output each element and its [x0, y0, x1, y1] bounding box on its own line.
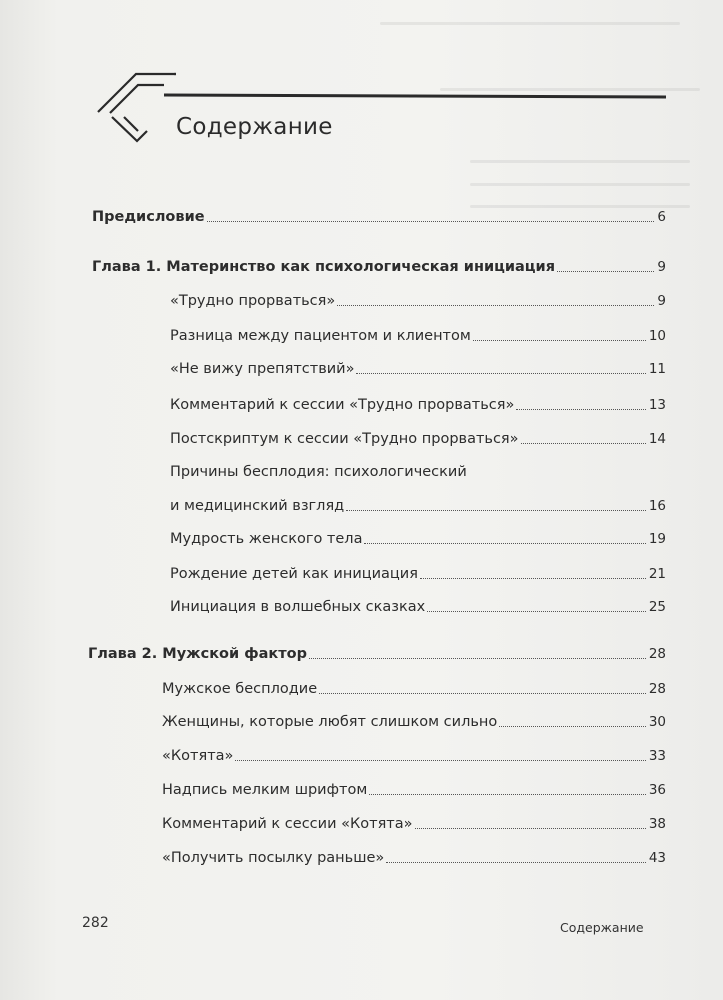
toc-entry[interactable]	[170, 292, 666, 310]
page-title: Содержание	[176, 114, 333, 140]
toc-page-number: 28	[648, 646, 666, 662]
toc-entry-label-line-2: и медицинский взгляд	[170, 498, 345, 514]
dot-leader	[207, 221, 655, 222]
page-number: 282	[82, 915, 109, 931]
toc-page-number: 43	[648, 850, 666, 866]
dot-leader	[499, 726, 646, 727]
toc-entry[interactable]	[162, 680, 666, 698]
toc-page-number: 6	[657, 209, 666, 225]
toc-entry-label: Инициация в волшебных сказках	[170, 599, 426, 615]
dot-leader	[369, 794, 646, 795]
toc-entry-label: Комментарий к сессии «Котята»	[162, 816, 413, 832]
running-title: Содержание	[560, 920, 644, 935]
toc-page-number: 11	[648, 361, 666, 377]
toc-page-number: 21	[648, 566, 666, 582]
toc-page-number: 38	[648, 816, 666, 832]
toc-entry[interactable]	[170, 430, 666, 448]
dot-leader	[420, 578, 646, 579]
dot-leader	[319, 693, 646, 694]
dot-leader	[521, 443, 646, 444]
dot-leader	[337, 305, 654, 306]
toc-entry-label: «Трудно прорваться»	[170, 293, 336, 309]
toc-page-number: 13	[648, 397, 666, 413]
toc-entry-label: Надпись мелким шрифтом	[162, 782, 368, 798]
dot-leader	[557, 271, 654, 272]
toc-entry-label: Мужское бесплодие	[162, 681, 318, 697]
toc-entry[interactable]	[170, 530, 666, 548]
toc-entry[interactable]	[162, 713, 666, 731]
toc-page-number: 9	[657, 259, 666, 275]
toc-entry[interactable]	[162, 747, 666, 765]
toc-page-number: 16	[648, 498, 666, 514]
toc-entry[interactable]	[170, 497, 666, 515]
toc-entry-label-line-1: Причины бесплодия: психологический	[170, 464, 467, 480]
toc-entry-label: Глава 1. Материнство как психологическая инициация	[92, 259, 556, 275]
toc-entry[interactable]	[170, 396, 666, 414]
toc-page-number: 14	[648, 431, 666, 447]
toc-entry[interactable]	[162, 781, 666, 799]
toc-entry-label: Разница между пациентом и клиентом	[170, 328, 471, 344]
toc-entry-label: Глава 2. Мужской фактор	[88, 646, 307, 662]
toc-entry-label: Рождение детей как инициация	[170, 566, 418, 582]
toc-page-number: 36	[648, 782, 666, 798]
dot-leader	[427, 611, 646, 612]
toc-entry-preface[interactable]	[92, 208, 666, 226]
toc-entry-label: «Не вижу препятствий»	[170, 361, 355, 377]
toc-page-number: 25	[648, 599, 666, 615]
toc-entry-label: «Получить посылку раньше»	[162, 850, 385, 866]
bleed-through-line	[470, 160, 690, 163]
toc-entry-label: Предисловие	[92, 209, 205, 225]
toc-entry[interactable]	[170, 360, 666, 378]
toc-entry[interactable]	[162, 849, 666, 867]
toc-entry-label: Постскриптум к сессии «Трудно прорваться»	[170, 431, 519, 447]
dot-leader	[235, 760, 645, 761]
toc-page-number: 9	[657, 293, 666, 309]
toc-entry[interactable]	[170, 327, 666, 345]
toc-page-number: 30	[648, 714, 666, 730]
bleed-through-line	[380, 22, 680, 25]
toc-page-number: 19	[648, 531, 666, 547]
dot-leader	[346, 510, 646, 511]
dot-leader	[364, 543, 645, 544]
toc-entry-label: Комментарий к сессии «Трудно прорваться»	[170, 397, 515, 413]
dot-leader	[386, 862, 646, 863]
toc-page-number: 33	[648, 748, 666, 764]
toc-entry-chapter-1[interactable]	[92, 258, 666, 276]
toc-entry[interactable]	[170, 565, 666, 583]
bleed-through-line	[470, 183, 690, 186]
dot-leader	[309, 658, 646, 659]
toc-entry-label: Мудрость женского тела	[170, 531, 363, 547]
toc-page-number: 10	[648, 328, 666, 344]
dot-leader	[473, 340, 646, 341]
toc-entry-chapter-2[interactable]	[88, 645, 666, 663]
dot-leader	[415, 828, 646, 829]
toc-entry-label: Женщины, которые любят слишком сильно	[162, 714, 498, 730]
toc-entry-label: «Котята»	[162, 748, 234, 764]
toc-entry[interactable]	[162, 815, 666, 833]
toc-page-number: 28	[648, 681, 666, 697]
dot-leader	[516, 409, 645, 410]
dot-leader	[356, 373, 645, 374]
toc-entry[interactable]	[170, 598, 666, 616]
